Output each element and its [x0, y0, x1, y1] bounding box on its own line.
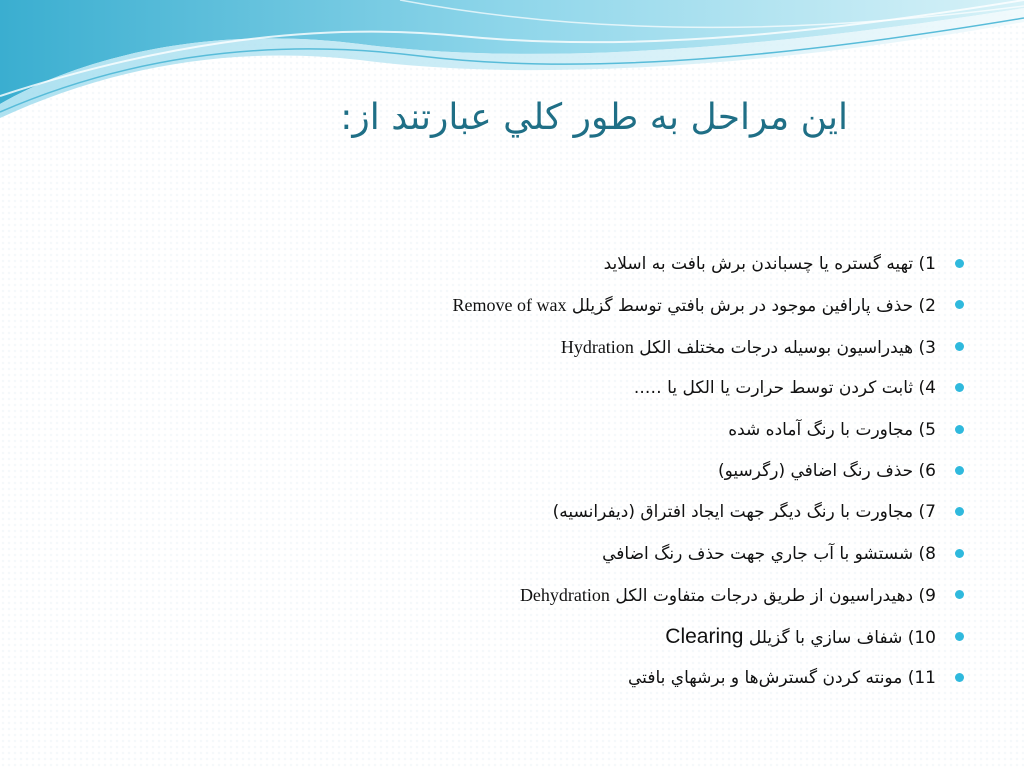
list-item-fa: 11) مونته كردن گسترش‌ها و برشهاي بافتي: [628, 667, 936, 688]
list-item-text: [728, 414, 936, 446]
list-item: [264, 248, 964, 289]
list-item-fa: 9) دهيدراسيون از طريق درجات متفاوت الكل: [609, 586, 936, 607]
list-item: [264, 538, 964, 579]
list-item: [264, 579, 964, 620]
list-item-fa: 2) حذف پارافين موجود در برش بافتي توسط گزيلل: [566, 296, 936, 317]
bullet-icon: [955, 466, 964, 475]
bullet-icon: [955, 632, 964, 641]
list-item-text: [718, 455, 936, 487]
steps-list: [264, 248, 964, 703]
list-item-en: Clearing: [665, 624, 744, 648]
bullet-icon: [955, 673, 964, 682]
list-item-text: [628, 662, 936, 694]
bullet-icon: [955, 590, 964, 599]
list-item-text: [553, 496, 936, 528]
bullet-icon: [955, 549, 964, 558]
bullet-icon: [955, 342, 964, 351]
list-item-text: [453, 289, 937, 322]
bullet-icon: [955, 425, 964, 434]
slide-title: اين مراحل به طور كلي عبارتند از:: [340, 97, 848, 138]
bullet-icon: [955, 259, 964, 268]
list-item-text: [634, 372, 936, 404]
list-item-en: Remove of wax: [452, 295, 567, 316]
list-item-text: [520, 579, 936, 612]
list-item-fa: 3) هيدراسيون بوسيله درجات مختلف الكل: [633, 337, 936, 358]
list-item: [264, 372, 964, 413]
list-item: [264, 496, 964, 537]
list-item-fa: 6) حذف رنگ اضافي (رگرسيو): [717, 460, 936, 481]
list-item-fa: 4) ثابت كردن توسط حرارت يا الكل يا …..: [633, 378, 936, 399]
list-item-fa: 8) شستشو با آب جاري جهت حذف رنگ اضافي: [602, 543, 936, 564]
list-item-en: Dehydration: [519, 585, 610, 606]
list-item-text: [561, 331, 936, 364]
bullet-icon: [955, 300, 964, 309]
list-item-text: [602, 538, 936, 570]
list-item-en: Hydration: [560, 336, 634, 357]
list-item: [264, 289, 964, 330]
list-item-fa: 7) مجاورت با رنگ ديگر جهت ايجاد افتراق (ديفرانسيه): [552, 502, 936, 523]
list-item: [264, 414, 964, 455]
bullet-icon: [955, 507, 964, 516]
list-item-fa: 10) شفاف سازي با گزيلل: [743, 627, 936, 648]
list-item: [264, 662, 964, 703]
list-item-fa: 5) مجاورت با رنگ آماده شده: [728, 419, 936, 440]
list-item: [264, 621, 964, 662]
list-item-text: [665, 621, 936, 654]
list-item-fa: 1) تهيه گستره يا چسباندن برش بافت به اسلايد: [603, 254, 936, 274]
list-item: [264, 455, 964, 496]
list-item: [264, 331, 964, 372]
list-item-text: [604, 248, 936, 280]
bullet-icon: [955, 383, 964, 392]
